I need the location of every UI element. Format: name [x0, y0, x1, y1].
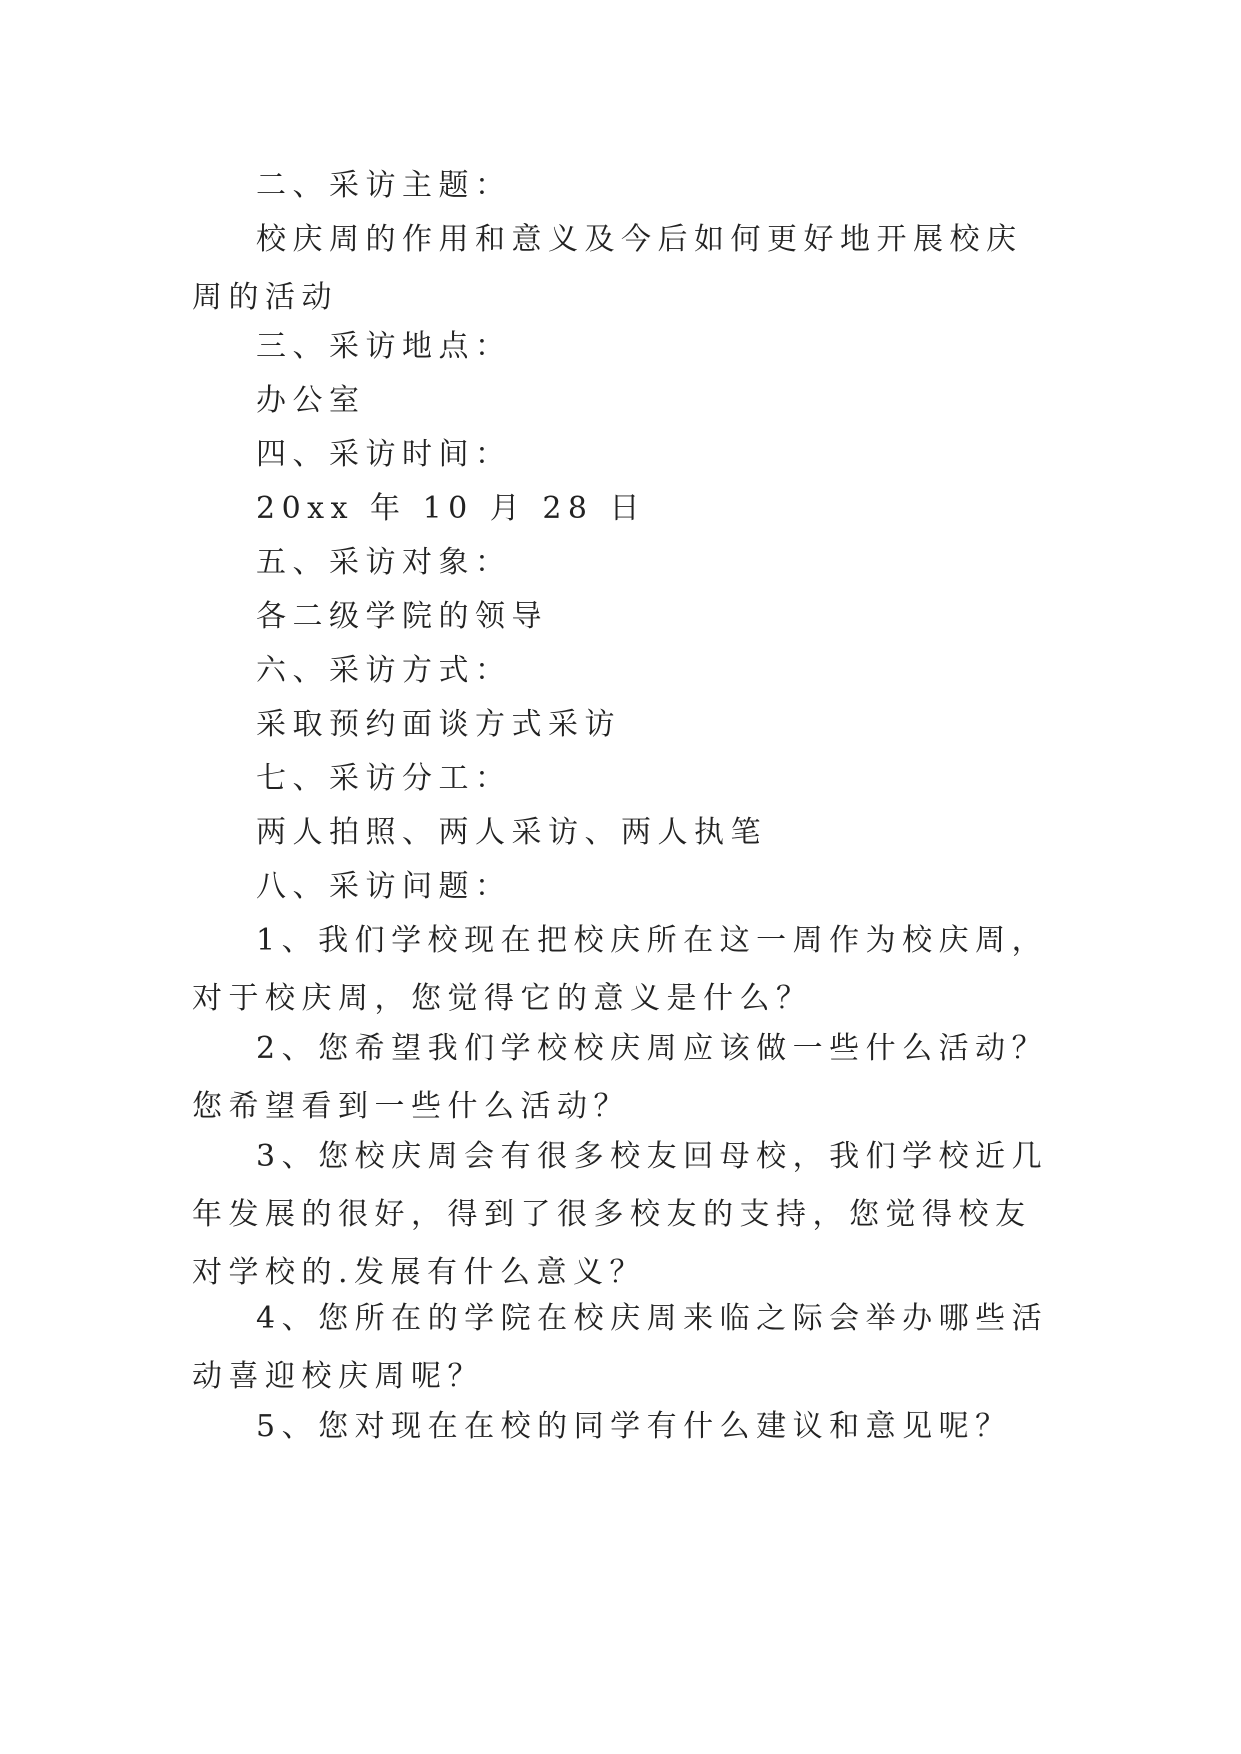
location-text: 办公室 — [256, 383, 366, 418]
section-heading-time: 四、采访时间： — [256, 437, 512, 472]
section-heading-questions: 八、采访问题： — [256, 869, 512, 904]
question-4: 4、您所在的学院在校庆周来临之际会举办哪些活动喜迎校庆周呢？ — [192, 1301, 1049, 1394]
method-text: 采取预约面谈方式采访 — [256, 707, 621, 742]
section-heading-target: 五、采访对象： — [256, 545, 512, 580]
time-text: 20xx 年 10 月 28 日 — [256, 491, 647, 526]
question-3: 3、您校庆周会有很多校友回母校，我们学校近几年发展的很好，得到了很多校友的支持，您觉得校友对学校的.发展有什么意义？ — [192, 1139, 1049, 1290]
question-2: 2、您希望我们学校校庆周应该做一些什么活动？您希望看到一些什么活动？ — [192, 1031, 1049, 1124]
question-1: 1、我们学校现在把校庆所在这一周作为校庆周，对于校庆周，您觉得它的意义是什么？ — [192, 923, 1049, 1016]
section-heading-location: 三、采访地点： — [256, 329, 512, 364]
section-heading-theme: 二、采访主题： — [256, 168, 512, 203]
target-text: 各二级学院的领导 — [256, 599, 548, 634]
question-5: 5、您对现在在校的同学有什么建议和意见呢？ — [256, 1409, 1012, 1444]
section-heading-division: 七、采访分工： — [256, 761, 512, 796]
division-text: 两人拍照、两人采访、两人执笔 — [256, 815, 767, 850]
theme-text: 校庆周的作用和意义及今后如何更好地开展校庆周的活动 — [192, 222, 1023, 315]
section-heading-method: 六、采访方式： — [256, 653, 512, 688]
